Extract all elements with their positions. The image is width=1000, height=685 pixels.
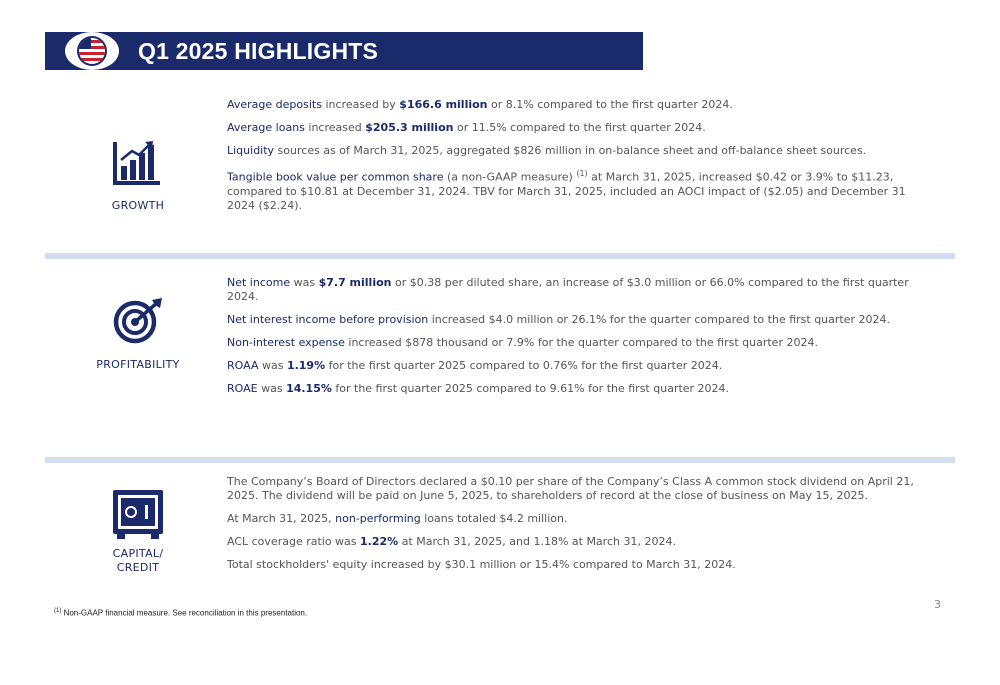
highlight-term: Average deposits	[227, 98, 322, 111]
text-segment: or $0.38 per diluted share, an increase of $3.0 million or 66.0% compared to the first quarter 2024.	[227, 276, 909, 303]
target-icon	[110, 298, 166, 344]
highlight-term: Tangible book value per common share	[227, 170, 444, 184]
text-segment: for the first quarter 2025 compared to 0.76% for the first quarter 2024.	[325, 359, 723, 372]
text-segment: was	[258, 359, 287, 372]
profitability-text-block	[227, 276, 927, 405]
highlight-term: Average loans	[227, 121, 305, 134]
text-segment: increased $878 thousand or 7.9% for the quarter compared to the first quarter 2024.	[344, 336, 818, 349]
footnote-marker: (1)	[54, 608, 62, 614]
text-segment: or 11.5% compared to the first quarter 2024.	[453, 121, 706, 134]
text-segment: or 8.1% compared to the first quarter 2024.	[487, 98, 733, 111]
net-interest-income-paragraph	[227, 313, 927, 327]
text-segment: The Company’s Board of Directors declared a $0.10 per share of the Company’s Class A common stock dividend on April 21, 2025. The dividend will be paid on June 5, 2025, to shareholders of record at the close of business on May 15, 2025.	[227, 475, 914, 502]
net-income-paragraph	[227, 276, 927, 304]
text-segment: increased	[304, 121, 366, 134]
growth-deposits-paragraph	[227, 98, 927, 112]
growth-loans-paragraph	[227, 121, 927, 135]
growth-liquidity-paragraph	[227, 144, 927, 158]
footnote-marker: (1)	[576, 169, 588, 178]
growth-text-block	[227, 98, 927, 222]
text-segment: was	[290, 276, 319, 289]
vault-safe-icon	[111, 488, 165, 540]
page-title: Q1 2025 HIGHLIGHTS	[138, 38, 379, 64]
page-number: 3	[934, 598, 941, 611]
text-segment: for the first quarter 2025 compared to 9.61% for the first quarter 2024.	[331, 382, 730, 395]
acl-paragraph	[227, 535, 927, 549]
roaa-paragraph	[227, 359, 927, 373]
highlight-value: $166.6 million	[399, 98, 488, 111]
highlight-term: non-performing	[335, 512, 421, 525]
profitability-label: PROFITABILITY	[96, 358, 180, 371]
section-divider	[45, 457, 955, 463]
highlight-term: ROAA	[227, 359, 259, 372]
highlight-value: $7.7 million	[318, 276, 392, 289]
text-segment: was	[257, 382, 287, 395]
text-segment: (a non-GAAP measure)	[443, 170, 577, 184]
highlight-value: 14.15%	[286, 382, 332, 395]
equity-paragraph	[227, 558, 927, 572]
flag-logo-icon	[61, 32, 123, 70]
capital-label-line: CAPITAL/	[112, 547, 164, 560]
text-segment: sources as of March 31, 2025, aggregated $826 million in on-balance sheet and off-balance sheet sources.	[274, 144, 867, 157]
highlight-term: Net income	[227, 276, 291, 289]
highlight-term: ROAE	[227, 382, 258, 395]
bar-chart-icon	[112, 140, 162, 186]
text-segment: at March 31, 2025, and 1.18% at March 31, 2024.	[398, 535, 676, 548]
text-segment: ACL coverage ratio was	[227, 535, 361, 548]
dividend-paragraph	[227, 475, 927, 503]
roae-paragraph	[227, 382, 927, 396]
text-segment: Total stockholders' equity increased by $30.1 million or 15.4% compared to March 31, 2024.	[227, 558, 736, 571]
text-segment: at March 31, 2025, increased $0.42 or 3.9% to $11.23, compared to $10.81 at December 31, 2024. TBV for March 31, 2025, included an AOCI impact of ($2.05) and December 31 2024 ($2.24).	[227, 170, 906, 212]
highlight-term: Non-interest expense	[227, 336, 345, 349]
highlight-value: 1.19%	[286, 359, 326, 372]
footnote	[54, 608, 307, 618]
capital-text-block	[227, 475, 927, 581]
growth-label: GROWTH	[111, 199, 165, 212]
highlight-value: $205.3 million	[365, 121, 454, 134]
highlight-term: Liquidity	[227, 144, 275, 157]
capital-credit-label	[68, 547, 208, 575]
text-segment: loans totaled $4.2 million.	[420, 512, 568, 525]
highlight-value: 1.22%	[360, 535, 399, 548]
text-segment: At March 31, 2025,	[227, 512, 336, 525]
text-segment: increased $4.0 million or 26.1% for the quarter compared to the first quarter 2024.	[428, 313, 891, 326]
highlight-term: Net interest income before provision	[227, 313, 429, 326]
credit-label-line: CREDIT	[116, 561, 160, 574]
non-performing-paragraph	[227, 512, 927, 526]
non-interest-expense-paragraph	[227, 336, 927, 350]
footnote-text: Non-GAAP financial measure. See reconciliation in this presentation.	[61, 608, 308, 618]
growth-tbv-paragraph	[227, 167, 927, 213]
section-divider	[45, 253, 955, 259]
text-segment: increased by	[321, 98, 400, 111]
